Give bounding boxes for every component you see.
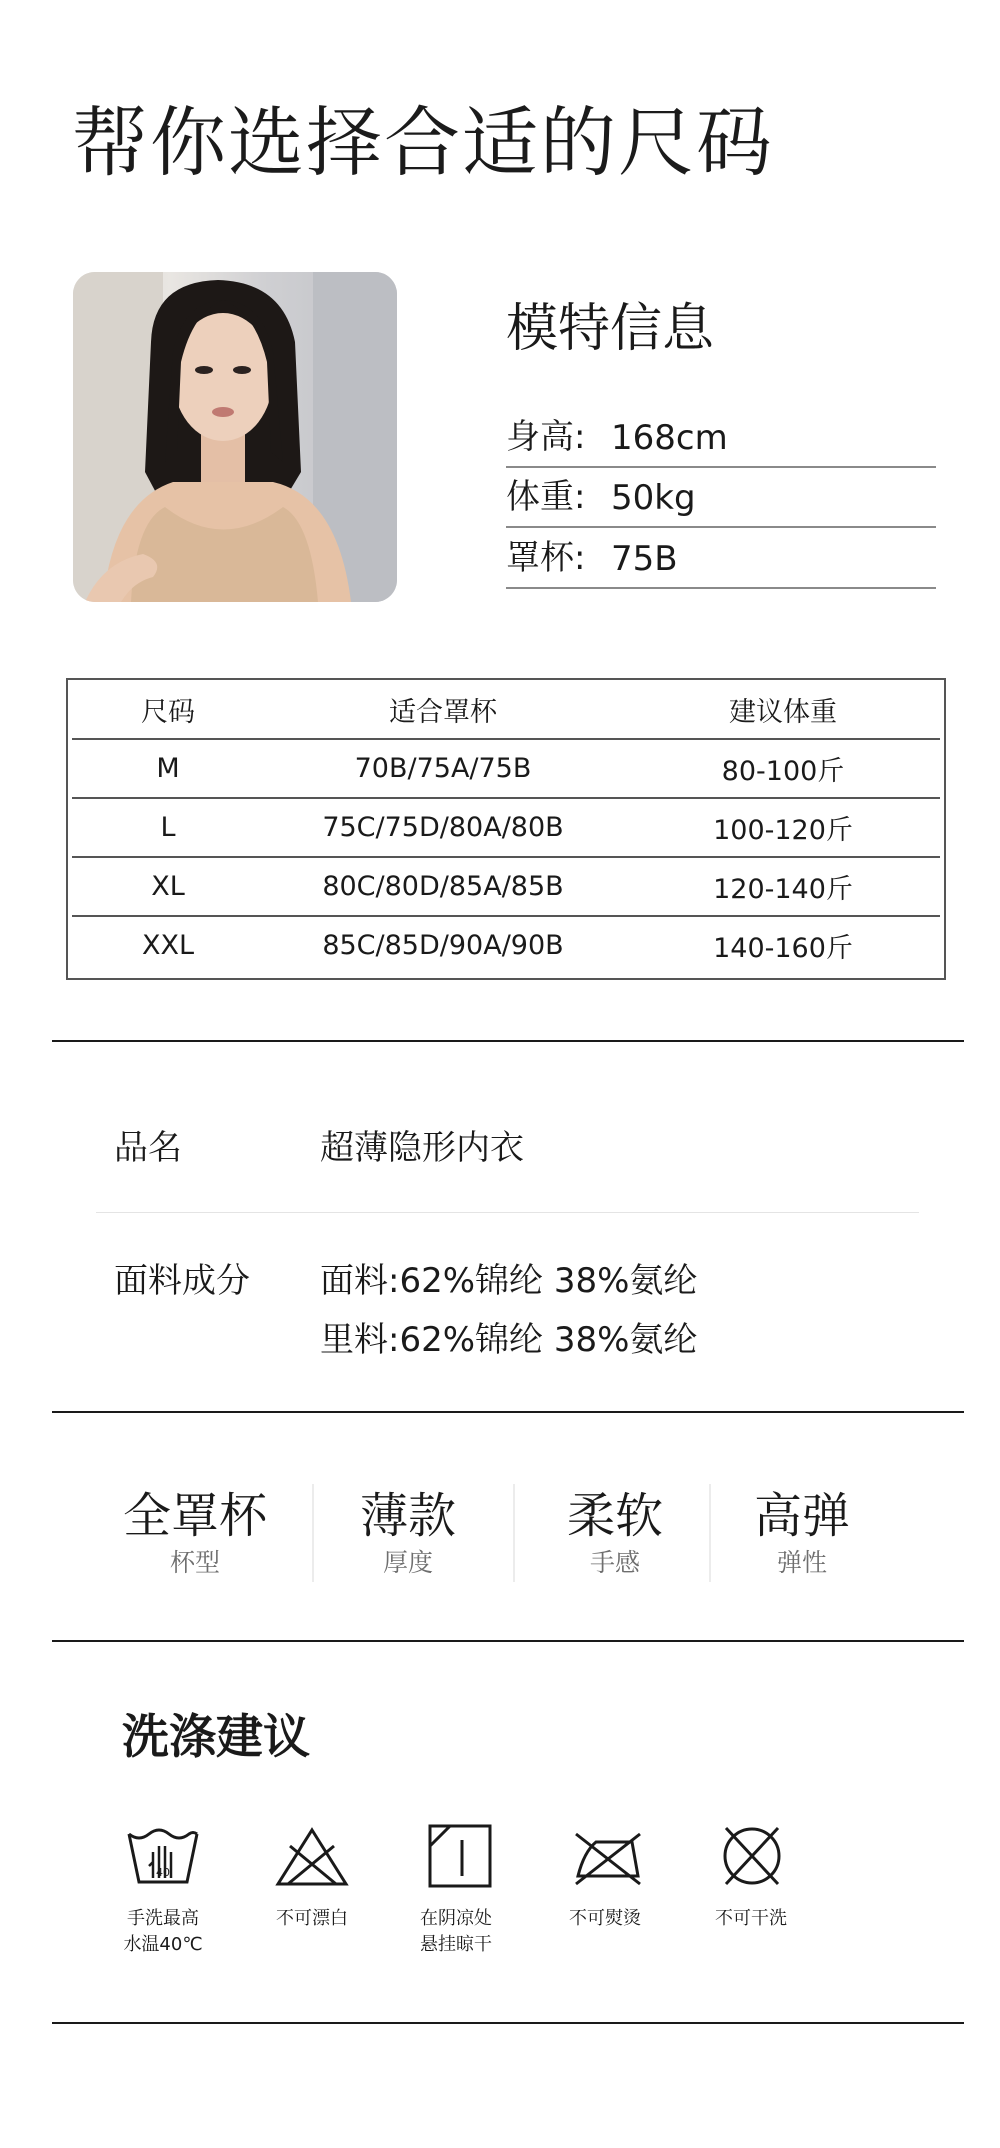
- spec-divider: [96, 1212, 919, 1213]
- weight-cell: 120-140斤: [713, 874, 853, 905]
- model-cup-row: [506, 527, 936, 589]
- model-height-label: 身高:: [506, 417, 586, 457]
- care-label: [396, 1906, 516, 1958]
- table-row: [68, 799, 944, 856]
- section-divider: [52, 1411, 964, 1413]
- product-name-label: 品名: [114, 1128, 182, 1168]
- cup-cell: 80C/80D/85A/85B: [322, 871, 564, 902]
- model-weight-row: [506, 466, 936, 528]
- feature-sub: 厚度: [382, 1548, 433, 1577]
- size-table-header: [68, 680, 944, 738]
- feature-cup-type: [105, 1486, 285, 1580]
- model-info-heading: 模特信息: [506, 299, 715, 359]
- care-label-line2: 水温40℃: [123, 1934, 203, 1955]
- feature-sub: 弹性: [776, 1548, 827, 1577]
- care-title: 洗涤建议: [122, 1710, 310, 1765]
- care-label: [691, 1906, 811, 1932]
- line-dry-shade-icon: [420, 1822, 500, 1890]
- section-divider: [52, 1640, 964, 1642]
- fabric-outer-value: 面料:62%锦纶 38%氨纶: [320, 1261, 698, 1301]
- model-height-row: [506, 406, 936, 468]
- section-divider: [52, 2022, 964, 2024]
- header-cup: 适合罩杯: [389, 696, 497, 728]
- care-label-line1: 在阴凉处: [420, 1908, 492, 1929]
- care-label-line1: 不可干洗: [715, 1908, 787, 1929]
- feature-main: 全罩杯: [122, 1488, 267, 1544]
- model-weight-value: 50kg: [611, 478, 696, 518]
- care-label-line1: 不可熨烫: [569, 1908, 641, 1929]
- model-height-value: 168cm: [611, 418, 728, 458]
- no-bleach-icon: [272, 1822, 352, 1890]
- care-label-line1: 手洗最高: [127, 1908, 199, 1929]
- weight-cell: 140-160斤: [713, 933, 853, 964]
- size-cell: L: [160, 812, 176, 843]
- header-size: 尺码: [141, 696, 195, 728]
- size-table: [66, 678, 946, 980]
- table-row: [68, 917, 944, 974]
- no-dry-clean-icon: [712, 1822, 792, 1890]
- weight-cell: 100-120斤: [713, 815, 853, 846]
- feature-softness: [525, 1486, 705, 1580]
- feature-separator: [709, 1484, 711, 1582]
- feature-separator: [312, 1484, 314, 1582]
- feature-main: 薄款: [359, 1488, 456, 1544]
- care-label-line1: 不可漂白: [276, 1908, 348, 1929]
- model-weight-label: 体重:: [506, 477, 586, 517]
- size-cell: XXL: [141, 930, 195, 961]
- feature-thickness: [318, 1486, 498, 1580]
- model-photo: [73, 272, 397, 602]
- care-label: [103, 1906, 223, 1958]
- feature-separator: [513, 1484, 515, 1582]
- care-label: [545, 1906, 665, 1932]
- cup-cell: 85C/85D/90A/90B: [322, 930, 564, 961]
- care-label: [252, 1906, 372, 1932]
- size-cell: M: [156, 753, 180, 784]
- care-label-line2: 悬挂晾干: [420, 1934, 492, 1955]
- table-row: [68, 740, 944, 797]
- fabric-lining-value: 里料:62%锦纶 38%氨纶: [320, 1320, 698, 1360]
- hand-wash-icon: [123, 1822, 203, 1890]
- feature-sub: 杯型: [169, 1548, 220, 1577]
- feature-main: 柔软: [566, 1488, 663, 1544]
- header-weight: 建议体重: [729, 696, 837, 728]
- svg-text:40: 40: [156, 1866, 170, 1879]
- section-divider: [52, 1040, 964, 1042]
- feature-elasticity: [712, 1486, 892, 1580]
- no-iron-icon: [568, 1822, 648, 1890]
- page-title: 帮你选择合适的尺码: [72, 98, 774, 187]
- fabric-label: 面料成分: [114, 1261, 250, 1301]
- size-cell: XL: [151, 871, 185, 902]
- feature-sub: 手感: [589, 1548, 640, 1577]
- product-name-value: 超薄隐形内衣: [320, 1128, 524, 1168]
- model-cup-value: 75B: [611, 539, 678, 579]
- weight-cell: 80-100斤: [721, 756, 845, 787]
- table-row: [68, 858, 944, 915]
- model-cup-label: 罩杯:: [506, 538, 586, 578]
- cup-cell: 70B/75A/75B: [354, 753, 532, 784]
- feature-main: 高弹: [753, 1488, 850, 1544]
- cup-cell: 75C/75D/80A/80B: [322, 812, 564, 843]
